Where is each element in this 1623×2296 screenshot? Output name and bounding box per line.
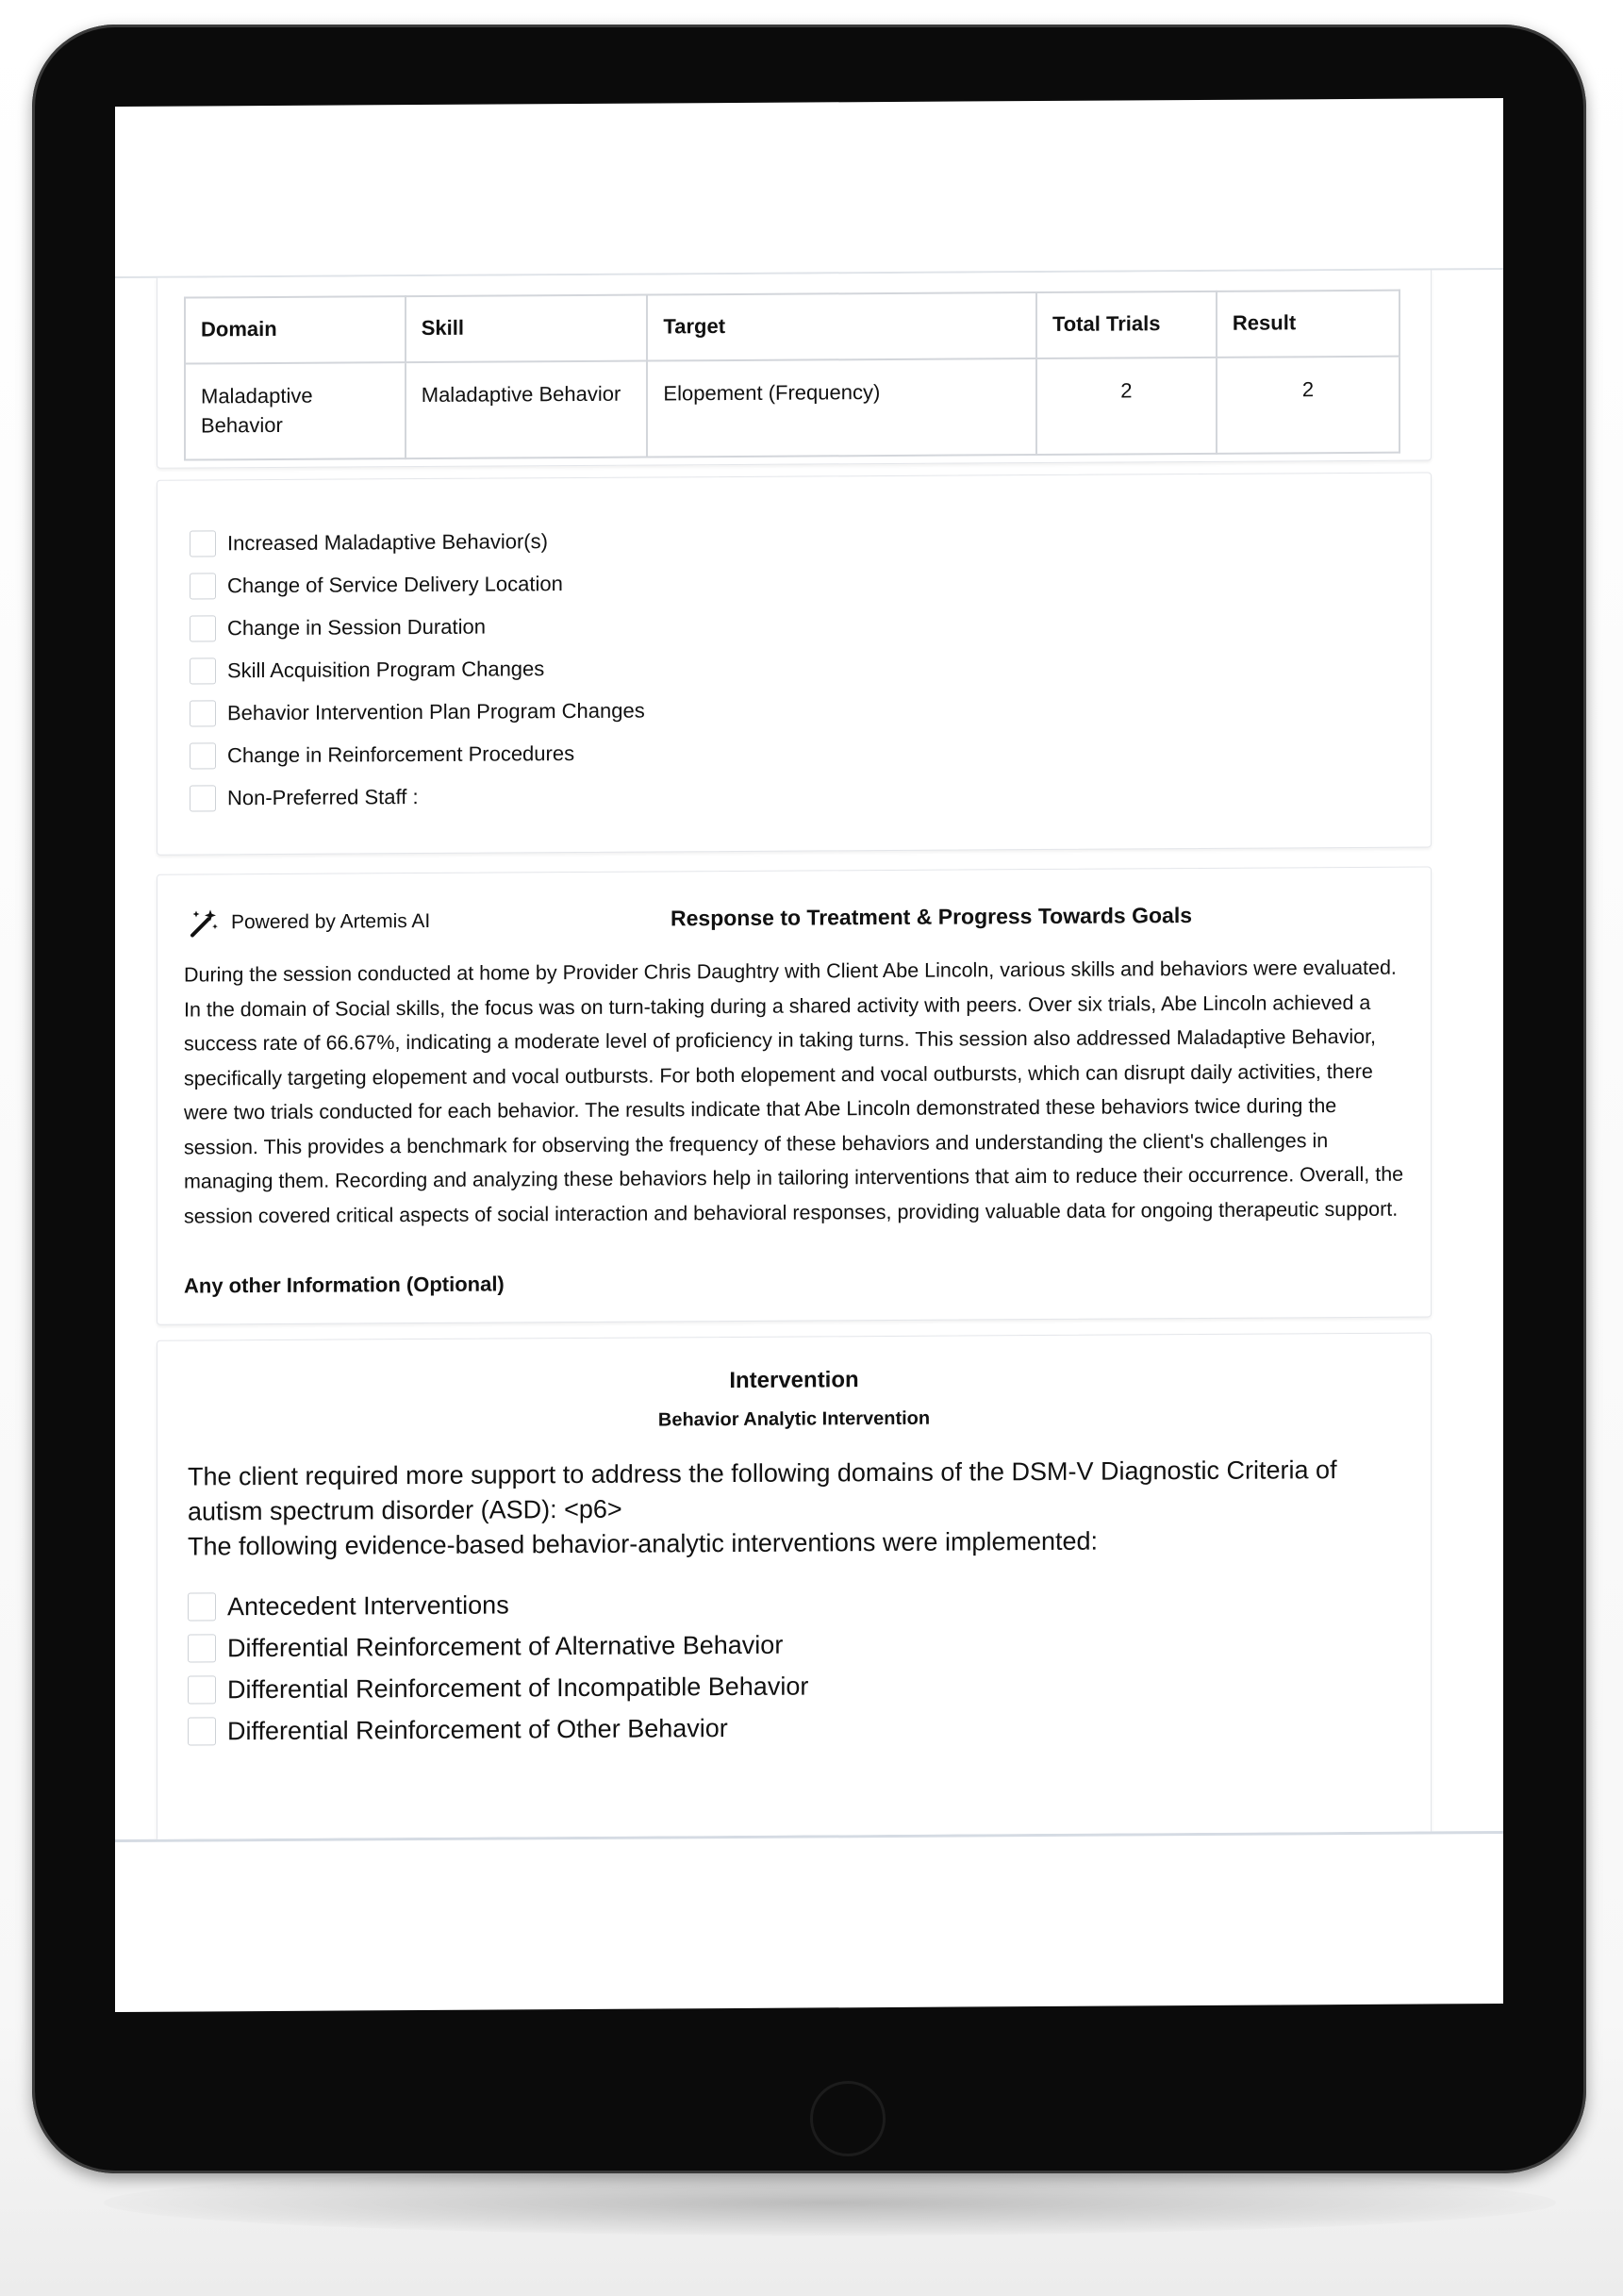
checkbox-label: Non-Preferred Staff : — [227, 784, 419, 809]
cell-target: Elopement (Frequency) — [647, 358, 1036, 458]
checkbox-increased-maladaptive-behavior[interactable] — [190, 520, 645, 565]
checkbox-label: Differential Reinforcement of Alternative Behavior — [227, 1630, 784, 1662]
checkbox-change-service-delivery-location[interactable] — [190, 562, 645, 607]
checkbox[interactable] — [190, 742, 216, 769]
tablet-screen — [115, 98, 1503, 2012]
device-shadow — [104, 2170, 1556, 2236]
intervention-title: Intervention — [729, 1367, 859, 1394]
intervention-description — [188, 1453, 1404, 1565]
checkbox[interactable] — [190, 573, 216, 599]
optional-info-label: Any other Information (Optional) — [184, 1272, 505, 1298]
session-note-form — [115, 268, 1503, 1842]
checkbox-dri[interactable] — [188, 1666, 808, 1711]
checkbox-antecedent-interventions[interactable] — [188, 1583, 808, 1628]
checkbox[interactable] — [188, 1634, 216, 1662]
checkbox-label: Change in Reinforcement Procedures — [227, 740, 575, 767]
intervention-card — [157, 1332, 1432, 1842]
checkbox[interactable] — [190, 615, 216, 641]
checkbox[interactable] — [190, 785, 216, 811]
home-button[interactable] — [810, 2081, 886, 2156]
skills-table-card — [157, 268, 1432, 469]
column-header-target: Target — [647, 292, 1036, 361]
checkbox-bip-program-changes[interactable] — [190, 690, 645, 735]
ai-summary-title: Response to Treatment & Progress Towards Goals — [671, 903, 1192, 931]
column-header-result: Result — [1217, 291, 1399, 358]
session-changes-card — [157, 472, 1432, 855]
checkbox[interactable] — [188, 1592, 216, 1621]
checkbox-label: Change in Session Duration — [227, 614, 486, 640]
column-header-domain: Domain — [185, 296, 406, 363]
checkbox-label: Skill Acquisition Program Changes — [227, 656, 545, 682]
session-changes-list — [190, 520, 645, 820]
intervention-implemented-text: The following evidence-based behavior-analytic interventions were implemented: — [188, 1526, 1099, 1561]
ai-brand[interactable] — [188, 906, 430, 940]
column-header-skill: Skill — [406, 295, 648, 363]
ai-summary-header — [188, 900, 1414, 941]
ai-summary-text[interactable]: During the session conducted at home by Provider Chris Daughtry with Client Abe Lincoln, various skills and behaviors were evaluated. In the domain of Social skills, the focus was on turn-taking during a shared activity with peers. Over six trials, Abe Lincoln achieved a success rate of 66.67%, indicating a moderate level of proficiency in taking turns. This session also addressed Maladaptive Behavior, specifically targeting elopement and vocal outbursts. For both elopement and vocal outbursts, which can disrupt daily activities, there were two trials conducted for each behavior. The results indicate that Abe Lincoln demonstrated these behaviors twice during the session. This provides a benchmark for observing the frequency of these behaviors and understanding the client's challenges in managing them. Recording and analyzing these behaviors help in tailoring interventions that aim to reduce their occurrence. Overall, the session covered critical aspects of social interaction and behavioral responses, providing valuable data for ongoing therapeutic support. — [184, 956, 1404, 1228]
intervention-list — [188, 1583, 808, 1753]
checkbox-label: Increased Maladaptive Behavior(s) — [227, 528, 548, 555]
intervention-dsm-text: The client required more support to address the following domains of the DSM-V Diagnostic Criteria of autism spectrum disorder (ASD): <p6> — [188, 1456, 1337, 1526]
checkbox[interactable] — [188, 1675, 216, 1704]
checkbox-label: Differential Reinforcement of Incompatible Behavior — [227, 1672, 809, 1704]
checkbox-dra[interactable] — [188, 1624, 808, 1670]
cell-skill: Maladaptive Behavior — [406, 361, 648, 459]
checkbox[interactable] — [190, 700, 216, 726]
ai-summary-card — [157, 866, 1432, 1324]
checkbox-label: Differential Reinforcement of Other Behavior — [227, 1713, 728, 1745]
checkbox[interactable] — [190, 657, 216, 684]
checkbox[interactable] — [188, 1717, 216, 1745]
checkbox-change-session-duration[interactable] — [190, 605, 645, 650]
checkbox-label: Change of Service Delivery Location — [227, 571, 563, 597]
table-row — [185, 357, 1399, 460]
checkbox-non-preferred-staff[interactable] — [190, 774, 645, 820]
checkbox-label: Antecedent Interventions — [227, 1589, 509, 1621]
ai-brand-label: Powered by Artemis AI — [231, 909, 431, 934]
checkbox-change-reinforcement-procedures[interactable] — [190, 732, 645, 777]
intervention-subtitle: Behavior Analytic Intervention — [657, 1407, 931, 1431]
column-header-total-trials: Total Trials — [1036, 291, 1217, 358]
skills-table — [184, 290, 1400, 461]
checkbox-dro[interactable] — [188, 1707, 808, 1753]
cell-domain: Maladaptive Behavior — [185, 362, 406, 459]
cell-result: 2 — [1217, 357, 1399, 454]
checkbox-label: Behavior Intervention Plan Program Changes — [227, 698, 645, 724]
checkbox[interactable] — [190, 530, 216, 557]
magic-wand-icon — [188, 907, 220, 939]
table-header-row — [185, 291, 1399, 364]
checkbox-skill-acquisition-program-changes[interactable] — [190, 647, 645, 692]
cell-total-trials: 2 — [1036, 358, 1217, 455]
